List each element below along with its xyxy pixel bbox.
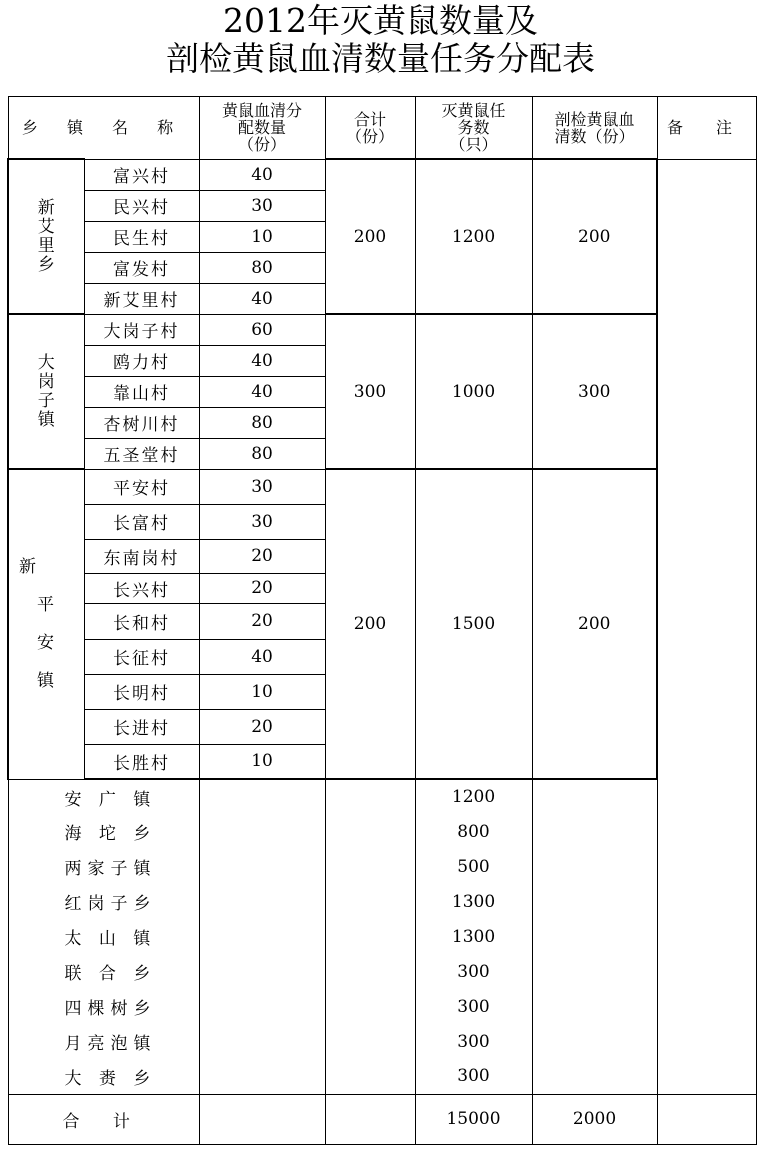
other-town-dissect-cell [532,954,657,989]
group-dissect-cell: 300 [532,314,657,469]
other-town-row [8,849,756,884]
town-name-cell [8,314,84,469]
village-serum-count: 40 [199,159,325,190]
village-name: 民生村 [84,221,199,252]
village-serum-count: 60 [199,314,325,345]
town-name-char: 子 [37,390,55,411]
town-name-char: 新 [19,557,36,578]
group-dissect-cell: 200 [532,159,657,314]
grand-total-total-cell [325,1094,415,1144]
village-serum-count: 30 [199,190,325,221]
other-town-dissect-cell [532,884,657,919]
other-town-dissect-cell [532,814,657,849]
group-total-cell: 200 [325,469,415,779]
village-row [8,469,756,504]
village-name: 靠山村 [84,376,199,407]
other-town-total-cell [325,814,415,849]
village-name: 五圣堂村 [84,438,199,469]
village-name: 鸥力村 [84,345,199,376]
grand-total-serum-cell [199,1094,325,1144]
village-serum-count: 40 [199,639,325,674]
other-town-serum-cell [199,919,325,954]
group-kill-cell: 1200 [415,159,532,314]
other-town-kill-cell: 300 [415,1024,532,1059]
town-name-char: 平 [37,595,54,616]
other-town-serum-cell [199,849,325,884]
other-town-kill-cell: 300 [415,989,532,1024]
header-serum-line2: 配数量 [238,118,287,138]
village-row [8,314,756,345]
other-town-kill-cell: 800 [415,814,532,849]
grand-total-remark-cell [657,1094,756,1144]
village-serum-count: 20 [199,709,325,744]
grand-total-row [8,1094,756,1144]
other-town-serum-cell [199,1059,325,1094]
other-town-kill-cell: 500 [415,849,532,884]
group-kill-cell: 1000 [415,314,532,469]
header-serum [199,97,325,160]
header-kill-line2: 务数 [457,118,490,137]
group-kill-cell: 1500 [415,469,532,779]
group-dissect-cell: 200 [532,469,657,779]
village-name: 长兴村 [84,573,199,603]
header-kill-line3: （只） [449,135,498,154]
group-total-cell: 300 [325,314,415,469]
other-town-serum-cell [199,884,325,919]
village-serum-count: 40 [199,376,325,407]
other-town-row [8,884,756,919]
other-town-row [8,779,756,814]
other-town-total-cell [325,1024,415,1059]
header-kill-line1: 灭黄鼠任 [441,101,506,120]
other-town-name: 安 广 镇 [8,779,199,814]
other-town-dissect-cell [532,1059,657,1094]
village-name: 长胜村 [84,744,199,779]
village-name: 富发村 [84,252,199,283]
other-town-total-cell [325,919,415,954]
other-town-serum-cell [199,954,325,989]
village-serum-count: 80 [199,438,325,469]
village-serum-count: 80 [199,407,325,438]
village-name: 杏树川村 [84,407,199,438]
other-town-dissect-cell [532,1024,657,1059]
other-town-row [8,989,756,1024]
other-town-row [8,919,756,954]
allocation-table [7,96,757,1145]
town-name-cell [8,159,84,314]
other-town-name: 大 赉 乡 [8,1059,199,1094]
other-town-total-cell [325,849,415,884]
other-town-kill-cell: 1200 [415,779,532,814]
header-kill [415,97,532,160]
other-town-kill-cell: 300 [415,1059,532,1094]
village-serum-count: 40 [199,345,325,376]
village-name: 长富村 [84,504,199,539]
other-town-serum-cell [199,1024,325,1059]
village-name: 长进村 [84,709,199,744]
village-serum-count: 10 [199,744,325,779]
town-name-char: 镇 [37,671,54,692]
grand-total-dissect-cell: 2000 [532,1094,657,1144]
town-name-cell [8,469,84,779]
other-town-total-cell [325,779,415,814]
town-name-char: 里 [37,235,55,256]
other-town-kill-cell: 1300 [415,919,532,954]
other-town-serum-cell [199,989,325,1024]
other-town-serum-cell [199,814,325,849]
village-serum-count: 40 [199,283,325,314]
other-town-dissect-cell [532,849,657,884]
header-town-name [8,97,199,160]
other-town-kill-cell: 1300 [415,884,532,919]
other-town-dissect-cell [532,919,657,954]
header-serum-line1: 黄鼠血清分 [222,101,303,121]
other-town-name: 四棵树乡 [8,989,199,1024]
header-dissect-line2: 清数（份） [554,126,635,146]
page-title-line-2: 剖检黄鼠血清数量任务分配表 [166,39,595,78]
other-town-row [8,954,756,989]
other-town-row [8,814,756,849]
village-serum-count: 10 [199,674,325,709]
grand-total-label: 合 计 [8,1094,199,1144]
town-name-char: 艾 [37,216,55,237]
village-name: 东南岗村 [84,539,199,573]
village-row [8,159,756,190]
grand-total-kill-cell: 15000 [415,1094,532,1144]
town-name-char: 安 [37,633,54,654]
other-town-row [8,1059,756,1094]
other-town-name: 红岗子乡 [8,884,199,919]
other-town-total-cell [325,989,415,1024]
town-name-char: 大 [37,352,55,373]
town-name-char: 乡 [37,254,55,275]
header-serum-line3: （份） [238,135,287,155]
header-remark-label: 备 注 [666,118,747,138]
header-dissect [532,97,657,160]
village-serum-count: 10 [199,221,325,252]
village-name: 民兴村 [84,190,199,221]
header-total-line1: 合计 [354,109,387,129]
other-town-dissect-cell [532,779,657,814]
town-name-char: 镇 [37,409,55,430]
other-town-name: 联 合 乡 [8,954,199,989]
village-serum-count: 20 [199,539,325,573]
header-town-label: 乡 镇 名 称 [21,118,186,137]
other-town-total-cell [325,884,415,919]
village-serum-count: 20 [199,573,325,603]
village-name: 新艾里村 [84,283,199,314]
other-town-total-cell [325,954,415,989]
group-total-cell: 200 [325,159,415,314]
village-name: 富兴村 [84,159,199,190]
other-town-dissect-cell [532,989,657,1024]
other-town-name: 两家子镇 [8,849,199,884]
village-name: 长征村 [84,639,199,674]
village-serum-count: 80 [199,252,325,283]
village-name: 长和村 [84,603,199,639]
village-serum-count: 30 [199,504,325,539]
village-serum-count: 20 [199,603,325,639]
header-row [8,97,756,160]
other-town-name: 月亮泡镇 [8,1024,199,1059]
town-name-char: 岗 [37,371,55,392]
village-name: 平安村 [84,469,199,504]
village-name: 大岗子村 [84,314,199,345]
page-title-line-1: 2012年灭黄鼠数量及 [223,1,538,40]
header-remark [657,97,756,160]
other-town-name: 太 山 镇 [8,919,199,954]
other-town-name: 海 坨 乡 [8,814,199,849]
other-town-serum-cell [199,779,325,814]
village-serum-count: 30 [199,469,325,504]
header-total-line2: （份） [346,126,395,146]
town-name-char: 新 [37,197,55,218]
other-town-total-cell [325,1059,415,1094]
village-name: 长明村 [84,674,199,709]
header-total [325,97,415,160]
remark-cell [657,159,756,1094]
header-dissect-line1: 剖检黄鼠血 [554,109,635,129]
other-town-kill-cell: 300 [415,954,532,989]
other-town-row [8,1024,756,1059]
